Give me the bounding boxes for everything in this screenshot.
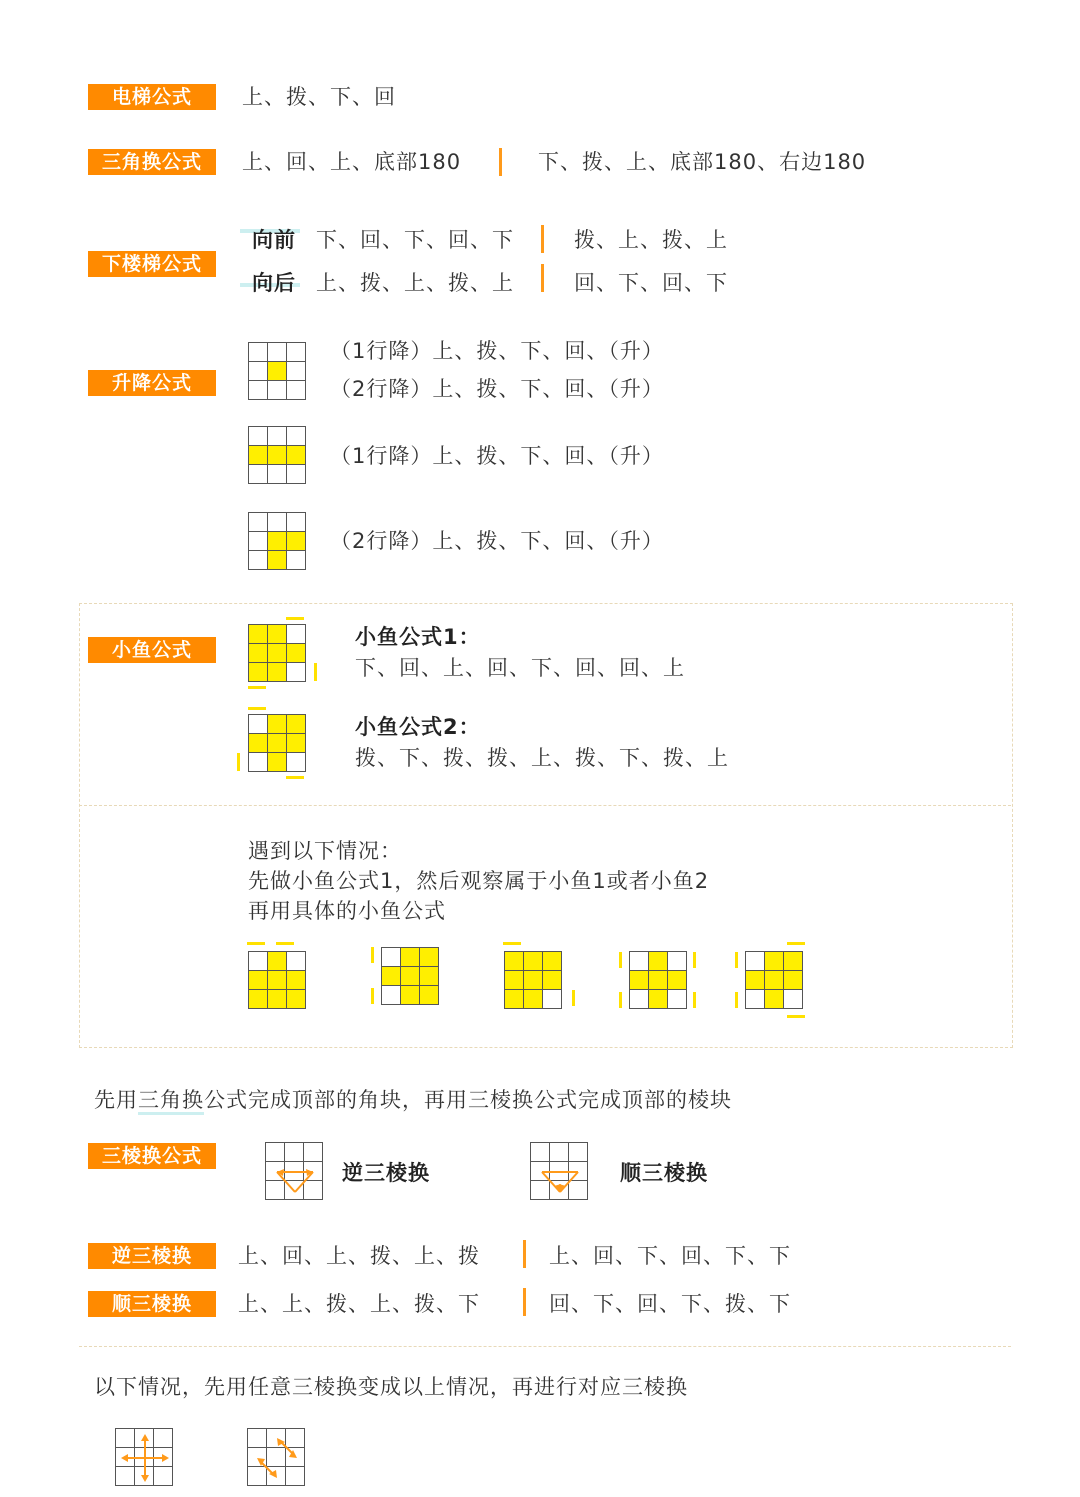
triangle-formula-left: 上、回、上、底部180: [242, 150, 462, 174]
backward-left-steps: 上、拨、上、拨、上: [316, 271, 514, 295]
edge-formula-tag: 三棱换公式: [88, 1143, 216, 1169]
cube-grid: [248, 426, 306, 484]
divider: [541, 225, 544, 253]
forward-right-steps: 拨、上、拨、上: [574, 228, 728, 252]
highlight-underline: [138, 1112, 204, 1115]
edge-mark: [503, 942, 521, 945]
lift-line-4: （2行降）上、拨、下、回、（升）: [330, 529, 664, 553]
ccw-edge-tag: 逆三棱换: [88, 1243, 216, 1269]
lift-line-3: （1行降）上、拨、下、回、（升）: [330, 444, 664, 468]
edge-mark: [314, 663, 317, 681]
divider: [523, 1288, 526, 1316]
cube-grid: [248, 512, 306, 570]
outro-text: 以下情况，先用任意三棱换变成以上情况，再进行对应三棱换: [94, 1375, 688, 1399]
arrow-cross-icon: [115, 1428, 175, 1488]
cube-grid: [381, 947, 439, 1005]
cube-grid: [745, 951, 803, 1009]
edge-mark: [286, 617, 304, 620]
fish-note-2: 先做小鱼公式1，然后观察属于小鱼1或者小鱼2: [248, 869, 710, 893]
arrow-triangle-icon: [530, 1142, 590, 1202]
edge-mark: [247, 942, 265, 945]
ccw-edge-label: 逆三棱换: [342, 1161, 430, 1185]
fish-1-steps: 下、回、上、回、下、回、回、上: [355, 656, 685, 680]
arrow-triangle-icon: [265, 1142, 325, 1202]
forward-left-steps: 下、回、下、回、下: [316, 228, 514, 252]
fish-note-3: 再用具体的小鱼公式: [248, 899, 446, 923]
fish-formula-tag: 小鱼公式: [88, 637, 216, 663]
dashed-divider: [79, 805, 1011, 806]
elevator-formula-tag: 电梯公式: [88, 84, 216, 110]
fish-2-title: 小鱼公式2：: [355, 715, 481, 739]
downstairs-formula-tag: 下楼梯公式: [88, 251, 216, 277]
cw-edge-tag: 顺三棱换: [88, 1291, 216, 1317]
fish-note-1: 遇到以下情况：: [248, 839, 402, 863]
divider: [499, 148, 502, 176]
cube-grid: [629, 951, 687, 1009]
ccw-edge-right: 上、回、下、回、下、下: [549, 1244, 791, 1268]
edge-mark: [286, 776, 304, 779]
edge-mark: [619, 952, 622, 968]
edge-mark: [371, 988, 374, 1004]
fish-1-title: 小鱼公式1：: [355, 625, 481, 649]
cw-edge-right: 回、下、回、下、拨、下: [549, 1292, 791, 1316]
edge-mark: [693, 952, 696, 968]
divider: [523, 1240, 526, 1268]
edge-mark: [787, 1015, 805, 1018]
edge-mark: [248, 707, 266, 710]
edge-mark: [371, 947, 374, 963]
edge-mark: [276, 942, 294, 945]
lift-formula-tag: 升降公式: [88, 370, 216, 396]
lift-line-1: （1行降）上、拨、下、回、（升）: [330, 339, 664, 363]
arrow-diagonal-icon: [247, 1428, 307, 1488]
edge-mark: [787, 942, 805, 945]
edge-mark: [572, 990, 575, 1006]
cw-edge-label: 顺三棱换: [620, 1161, 708, 1185]
edge-mark: [619, 992, 622, 1008]
intro-text: 先用三角换公式完成顶部的角块，再用三棱换公式完成顶部的棱块: [94, 1088, 732, 1112]
cube-grid: [248, 951, 306, 1009]
forward-label: 向前: [252, 228, 296, 252]
edge-mark: [248, 686, 266, 689]
cube-grid: [248, 342, 306, 400]
edge-mark: [735, 992, 738, 1008]
backward-label: 向后: [252, 271, 296, 295]
cube-grid: [248, 624, 306, 682]
edge-mark: [735, 952, 738, 968]
triangle-formula-tag: 三角换公式: [88, 149, 216, 175]
fish-2-steps: 拨、下、拨、拨、上、拨、下、拨、上: [355, 746, 729, 770]
elevator-formula-steps: 上、拨、下、回: [242, 85, 396, 109]
ccw-edge-left: 上、回、上、拨、上、拨: [238, 1244, 480, 1268]
divider: [541, 264, 544, 292]
edge-mark: [237, 753, 240, 771]
cube-grid: [248, 714, 306, 772]
cw-edge-left: 上、上、拨、上、拨、下: [238, 1292, 480, 1316]
triangle-formula-right: 下、拨、上、底部180、右边180: [538, 150, 867, 174]
edge-mark: [693, 992, 696, 1008]
cube-grid: [504, 951, 562, 1009]
lift-line-2: （2行降）上、拨、下、回、（升）: [330, 377, 664, 401]
backward-right-steps: 回、下、回、下: [574, 271, 728, 295]
dashed-divider: [79, 1346, 1011, 1347]
